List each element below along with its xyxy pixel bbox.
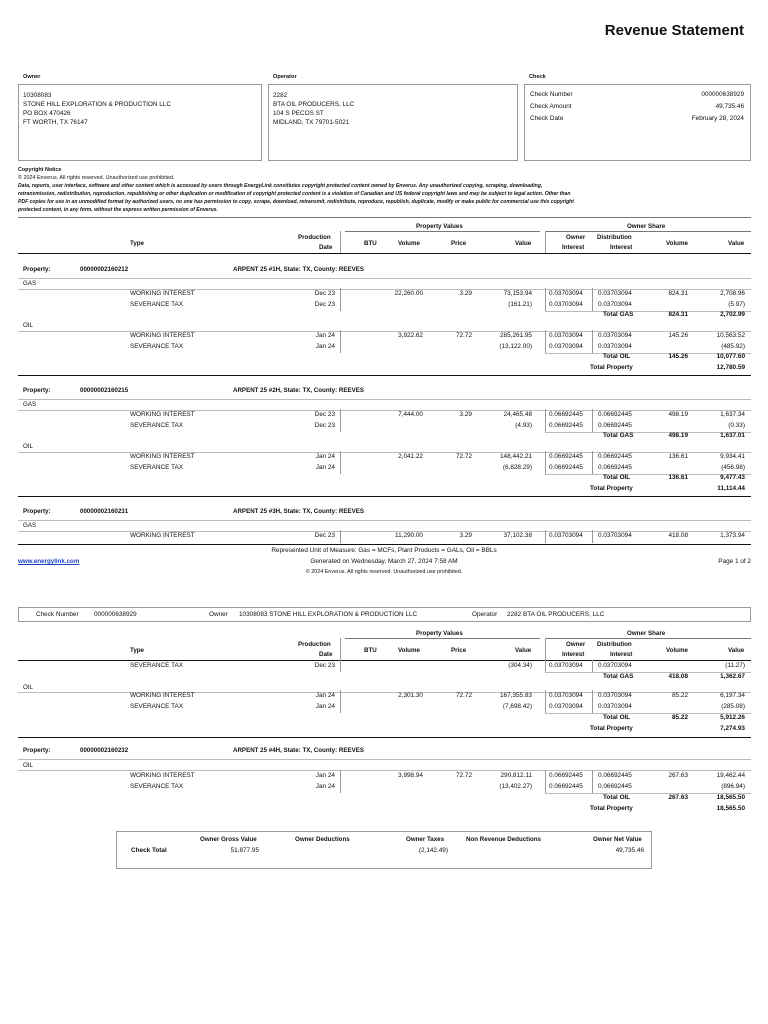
value-cell: 148,442.21	[500, 453, 532, 460]
table-row	[0, 783, 768, 793]
volume-cell: 2,041.22	[398, 453, 423, 460]
type-cell: SEVERANCE TAX	[130, 343, 184, 350]
os-value-cell: 2,708.96	[720, 290, 745, 297]
ct-h-net: Owner Net Value	[593, 836, 642, 843]
check-number-label: Check Number	[530, 91, 573, 98]
column-divider	[592, 451, 593, 474]
row-rule	[18, 759, 751, 760]
total-value: 11,114.44	[717, 485, 745, 492]
distribution-interest-cell: 0.03703094	[598, 532, 632, 539]
total-value: 7,274.93	[720, 725, 745, 732]
value-cell: 290,812.11	[500, 772, 532, 779]
header-os-value: Value	[728, 240, 745, 247]
type-cell: WORKING INTEREST	[130, 453, 195, 460]
property-id: 00000002160212	[80, 266, 129, 273]
volume-cell: 2,301.30	[398, 692, 423, 699]
check-date-label: Check Date	[530, 115, 564, 122]
date-cell: Dec 23	[314, 422, 335, 429]
value-cell: 285,261.95	[500, 332, 532, 339]
value-cell: (161.21)	[508, 301, 532, 308]
property-id: 00000002160232	[80, 747, 129, 754]
owner-interest-cell: 0.03703094	[549, 290, 583, 297]
column-divider	[340, 330, 341, 353]
property-label: Property:	[23, 508, 51, 515]
copyright-text: protected content, in any form, without the express written permission of Enverus.	[18, 207, 218, 213]
product-label: OIL	[23, 443, 33, 450]
distribution-interest-cell: 0.03703094	[598, 703, 632, 710]
column-divider	[340, 530, 341, 543]
type-cell: SEVERANCE TAX	[130, 783, 184, 790]
os-value-cell: 19,462.44	[716, 772, 745, 779]
price-cell: 72.72	[456, 332, 472, 339]
date-cell: Jan 24	[315, 692, 335, 699]
ct-h-taxes: Owner Taxes	[406, 836, 445, 843]
owner-box	[18, 84, 262, 161]
header-price: Price	[451, 240, 467, 247]
price-cell: 3.29	[459, 411, 472, 418]
volume-cell: 11,290.00	[395, 532, 423, 539]
table-row	[0, 692, 768, 702]
table-row	[0, 301, 768, 311]
owner-interest-cell: 0.06692445	[549, 772, 583, 779]
volume-cell: 3,998.94	[398, 772, 423, 779]
value-cell: 24,465.48	[503, 411, 532, 418]
os-volume-cell: 145.26	[668, 332, 688, 339]
header-interest2: Interest	[610, 651, 633, 658]
row-rule	[18, 544, 751, 545]
type-cell: SEVERANCE TAX	[130, 301, 184, 308]
generated-on: Generated on Wednesday, March 27, 2024 7:58 AM	[310, 558, 458, 565]
check-box	[524, 84, 751, 161]
owner-line: 10308083	[23, 92, 52, 99]
group-total-row	[0, 794, 768, 804]
table-row	[0, 703, 768, 713]
column-divider	[340, 409, 341, 432]
os-value-cell: (896.94)	[721, 783, 745, 790]
group-total-row	[0, 353, 768, 363]
header-distribution: Distribution	[597, 234, 632, 241]
property-desc: ARPENT 25 #1H, State: TX, County: REEVES	[233, 266, 364, 273]
header-type: Type	[130, 647, 144, 654]
p2-check-label: Check Number	[36, 611, 79, 618]
total-value: 9,477.43	[720, 474, 745, 481]
owner-interest-cell: 0.03703094	[549, 532, 583, 539]
total-label: Total GAS	[603, 432, 634, 439]
type-cell: WORKING INTEREST	[130, 332, 195, 339]
ct-label: Check Total	[131, 847, 167, 854]
column-divider	[592, 530, 593, 543]
p2-operator-label: Operator	[472, 611, 498, 618]
value-cell: 73,153.94	[503, 290, 532, 297]
total-label: Total GAS	[603, 673, 634, 680]
distribution-interest-cell: 0.06692445	[598, 783, 632, 790]
volume-cell: 22,260.00	[394, 290, 423, 297]
table-row	[0, 772, 768, 782]
header-btu: BTU	[364, 647, 377, 654]
header-property-values: Property Values	[416, 630, 463, 637]
type-cell: WORKING INTEREST	[130, 290, 195, 297]
column-divider	[592, 288, 593, 311]
value-cell: (304.34)	[508, 662, 532, 669]
type-cell: SEVERANCE TAX	[130, 703, 184, 710]
distribution-interest-cell: 0.06692445	[598, 453, 632, 460]
owner-interest-cell: 0.06692445	[549, 422, 583, 429]
row-rule	[18, 496, 751, 497]
price-cell: 3.29	[459, 290, 472, 297]
table-row	[0, 332, 768, 342]
column-divider	[340, 288, 341, 311]
p2-check-value: 000000638929	[94, 611, 137, 618]
column-divider	[340, 770, 341, 793]
date-cell: Jan 24	[315, 453, 335, 460]
property-id: 00000002160231	[80, 508, 129, 515]
property-total-row	[0, 364, 768, 374]
property-desc: ARPENT 25 #2H, State: TX, County: REEVES	[233, 387, 364, 394]
table-row	[0, 411, 768, 421]
price-cell: 72.72	[456, 772, 472, 779]
group-total-row	[0, 714, 768, 724]
ct-h-gross: Owner Gross Value	[200, 836, 257, 843]
property-label: Property:	[23, 747, 51, 754]
column-divider	[340, 690, 341, 713]
operator-label: Operator	[273, 74, 297, 80]
date-cell: Dec 23	[314, 662, 335, 669]
column-divider	[592, 409, 593, 432]
table-row	[0, 464, 768, 474]
os-value-cell: 10,563.52	[716, 332, 745, 339]
header-production: Production	[298, 234, 331, 241]
table-row	[0, 343, 768, 353]
copyright-text: Data, reports, user interface, software and other content which is accessed by users through EnergyLink constitutes copyright protected content owned by Enverus. Any unauthorized copying, scraping, downloading,	[18, 183, 543, 189]
type-cell: WORKING INTEREST	[130, 532, 195, 539]
os-volume-cell: 418.08	[668, 532, 688, 539]
os-value-cell: 9,934.41	[720, 453, 745, 460]
owner-interest-cell: 0.06692445	[549, 411, 583, 418]
distribution-interest-cell: 0.03703094	[598, 343, 632, 350]
date-cell: Dec 23	[314, 301, 335, 308]
header-volume: Volume	[398, 240, 420, 247]
footer-copyright: © 2024 Enverus. All rights reserved. Unauthorized use prohibited.	[305, 569, 463, 575]
type-cell: WORKING INTEREST	[130, 772, 195, 779]
page-number: Page 1 of 2	[718, 558, 751, 565]
header-owner-share: Owner Share	[627, 630, 666, 637]
header-owner: Owner	[566, 234, 586, 241]
header-interest: Interest	[562, 651, 585, 658]
total-value: 1,362.67	[720, 673, 745, 680]
os-value-cell: (456.98)	[721, 464, 745, 471]
os-volume-cell: 136.61	[668, 453, 688, 460]
type-cell: SEVERANCE TAX	[130, 464, 184, 471]
total-value: 5,912.26	[720, 714, 745, 721]
total-label: Total OIL	[603, 474, 631, 481]
header-interest2: Interest	[610, 244, 633, 251]
total-label: Total GAS	[603, 311, 634, 318]
column-divider	[340, 451, 341, 474]
header-owner: Owner	[566, 641, 586, 648]
value-cell: (13,122.00)	[499, 343, 532, 350]
os-value-cell: (285.08)	[721, 703, 745, 710]
table-row	[0, 453, 768, 463]
value-cell: (4.93)	[515, 422, 532, 429]
column-divider	[545, 660, 546, 672]
os-value-cell: (0.33)	[728, 422, 745, 429]
owner-interest-cell: 0.06692445	[549, 783, 583, 790]
distribution-interest-cell: 0.06692445	[598, 411, 632, 418]
copyright-heading: Copyright Notice	[18, 167, 62, 173]
property-id: 00000002160215	[80, 387, 129, 394]
value-cell: 37,102.38	[503, 532, 532, 539]
total-value: 10,077.60	[716, 353, 745, 360]
row-rule	[18, 770, 751, 771]
distribution-interest-cell: 0.03703094	[598, 332, 632, 339]
header-value: Value	[515, 647, 532, 654]
distribution-interest-cell: 0.03703094	[598, 290, 632, 297]
total-label: Total OIL	[603, 353, 631, 360]
distribution-interest-cell: 0.06692445	[598, 422, 632, 429]
ct-h-deductions: Owner Deductions	[295, 836, 350, 843]
table-row	[0, 290, 768, 300]
row-rule	[18, 399, 751, 400]
product-label: GAS	[23, 280, 37, 287]
distribution-interest-cell: 0.03703094	[598, 692, 632, 699]
ct-gross: 51,877.95	[230, 847, 259, 854]
value-cell: (6,828.29)	[502, 464, 532, 471]
owner-line: PO BOX 470426	[23, 110, 71, 117]
date-cell: Dec 23	[314, 411, 335, 418]
product-label: OIL	[23, 762, 33, 769]
os-value-cell: (5.97)	[728, 301, 745, 308]
p2-operator-value: 2282 BTA OIL PRODUCERS, LLC	[507, 611, 605, 618]
date-cell: Dec 23	[314, 290, 335, 297]
os-value-cell: 1,373.94	[720, 532, 745, 539]
type-cell: WORKING INTEREST	[130, 692, 195, 699]
total-volume: 136.61	[668, 474, 688, 481]
total-label: Total Property	[590, 805, 633, 812]
date-cell: Jan 24	[315, 703, 335, 710]
owner-interest-cell: 0.06692445	[549, 453, 583, 460]
total-value: 12,780.59	[716, 364, 745, 371]
operator-line: 104 S PECOS ST	[273, 110, 324, 117]
property-desc: ARPENT 25 #3H, State: TX, County: REEVES	[233, 508, 364, 515]
header-price: Price	[451, 647, 467, 654]
total-value: 18,565.50	[716, 794, 745, 801]
os-volume-cell: 267.63	[668, 772, 688, 779]
header-volume: Volume	[398, 647, 420, 654]
header-date: Date	[319, 651, 333, 658]
p2-owner-label: Owner	[209, 611, 228, 618]
operator-line: MIDLAND, TX 79701-5021	[273, 119, 350, 126]
header-value: Value	[515, 240, 532, 247]
copyright-line: © 2024 Enverus. All rights reserved. Unauthorized use prohibited.	[18, 175, 175, 181]
row-rule	[18, 278, 751, 279]
product-label: OIL	[23, 322, 33, 329]
total-volume: 418.08	[668, 673, 688, 680]
total-volume: 145.26	[668, 353, 688, 360]
row-rule	[18, 737, 751, 738]
os-volume-cell: 498.19	[668, 411, 688, 418]
owner-line: STONE HILL EXPLORATION & PRODUCTION LLC	[23, 101, 171, 108]
check-label: Check	[529, 74, 546, 80]
owner-interest-cell: 0.03703094	[549, 662, 583, 669]
os-value-cell: 1,637.34	[720, 411, 745, 418]
table-row	[0, 532, 768, 542]
total-label: Total OIL	[603, 714, 631, 721]
check-total-box	[116, 831, 652, 869]
type-cell: SEVERANCE TAX	[130, 422, 184, 429]
header-date: Date	[319, 244, 333, 251]
row-rule	[18, 520, 751, 521]
group-total-row	[0, 432, 768, 442]
price-cell: 72.72	[456, 692, 472, 699]
header-top-rule	[18, 217, 751, 218]
type-cell: WORKING INTEREST	[130, 411, 195, 418]
header-distribution: Distribution	[597, 641, 632, 648]
owner-label: Owner	[23, 74, 41, 80]
value-cell: 167,355.83	[500, 692, 532, 699]
property-total-row	[0, 805, 768, 815]
type-cell: SEVERANCE TAX	[130, 662, 184, 669]
volume-cell: 7,444.00	[398, 411, 423, 418]
product-label: GAS	[23, 522, 37, 529]
os-value-cell: (485.92)	[721, 343, 745, 350]
header-property-values: Property Values	[416, 223, 463, 230]
ct-h-nonrev: Non Revenue Deductions	[466, 836, 541, 843]
total-label: Total OIL	[603, 794, 631, 801]
column-divider	[545, 409, 546, 432]
total-volume: 85.22	[672, 714, 688, 721]
owner-line: FT WORTH, TX 76147	[23, 119, 88, 126]
column-divider	[340, 660, 341, 672]
distribution-interest-cell: 0.06692445	[598, 464, 632, 471]
group-total-row	[0, 311, 768, 321]
property-label: Property:	[23, 387, 51, 394]
check-date-value: February 28, 2024	[691, 115, 744, 122]
copyright-text: retransmission, redistribution, reproduction, republishing or other duplication or modification of copyright protected content is a violation of Canadian and US federal copyright laws and may be subject to legal action. Other than	[18, 191, 571, 197]
total-label: Total Property	[590, 725, 633, 732]
operator-box	[268, 84, 518, 161]
total-volume: 498.19	[668, 432, 688, 439]
os-volume-cell: 824.31	[668, 290, 688, 297]
check-number-value: 000000638929	[701, 91, 744, 98]
column-divider	[545, 451, 546, 474]
property-total-row	[0, 725, 768, 735]
date-cell: Jan 24	[315, 332, 335, 339]
owner-interest-cell: 0.03703094	[549, 692, 583, 699]
group-total-row	[0, 673, 768, 683]
total-value: 18,565.50	[716, 805, 745, 812]
operator-line: 2282	[273, 92, 288, 99]
column-divider	[545, 288, 546, 311]
total-volume: 824.31	[668, 311, 688, 318]
owner-interest-cell: 0.06692445	[549, 464, 583, 471]
ct-taxes: (2,142.49)	[418, 847, 448, 854]
header-interest: Interest	[562, 244, 585, 251]
product-label: OIL	[23, 684, 33, 691]
owner-interest-cell: 0.03703094	[549, 301, 583, 308]
product-label: GAS	[23, 401, 37, 408]
header-os-volume: Volume	[666, 240, 688, 247]
os-volume-cell: 85.22	[672, 692, 688, 699]
distribution-interest-cell: 0.03703094	[598, 662, 632, 669]
header-production: Production	[298, 641, 331, 648]
energylink-link[interactable]: www.energylink.com	[18, 558, 80, 565]
total-volume: 267.63	[668, 794, 688, 801]
os-value-cell: (11.27)	[725, 662, 745, 669]
page-title: Revenue Statement	[604, 22, 744, 39]
distribution-interest-cell: 0.06692445	[598, 772, 632, 779]
property-label: Property:	[23, 266, 51, 273]
value-cell: (7,698.42)	[502, 703, 532, 710]
column-divider	[592, 660, 593, 672]
date-cell: Jan 24	[315, 464, 335, 471]
p2-owner-value: 10308083 STONE HILL EXPLORATION & PRODUCTION LLC	[239, 611, 418, 618]
header-os-value: Value	[728, 647, 745, 654]
column-divider	[545, 530, 546, 543]
total-label: Total Property	[590, 364, 633, 371]
os-value-cell: 6,197.34	[720, 692, 745, 699]
group-total-row	[0, 474, 768, 484]
header-bottom-rule	[18, 253, 751, 254]
total-value: 1,637.01	[720, 432, 745, 439]
total-label: Total Property	[590, 485, 633, 492]
operator-line: BTA OIL PRODUCERS, LLC	[273, 101, 355, 108]
date-cell: Jan 24	[315, 772, 335, 779]
owner-interest-cell: 0.03703094	[549, 332, 583, 339]
distribution-interest-cell: 0.03703094	[598, 301, 632, 308]
value-cell: (13,402.27)	[499, 783, 532, 790]
price-cell: 3.29	[459, 532, 472, 539]
row-rule	[18, 375, 751, 376]
table-row	[0, 422, 768, 432]
header-owner-share: Owner Share	[627, 223, 666, 230]
header-os-volume: Volume	[666, 647, 688, 654]
ct-net: 49,735.46	[615, 847, 644, 854]
column-divider	[592, 330, 593, 353]
column-divider	[545, 690, 546, 713]
date-cell: Dec 23	[314, 532, 335, 539]
check-amount-value: 49,735.46	[715, 103, 744, 110]
total-value: 2,702.99	[720, 311, 745, 318]
owner-interest-cell: 0.03703094	[549, 343, 583, 350]
volume-cell: 3,922.62	[398, 332, 423, 339]
date-cell: Jan 24	[315, 783, 335, 790]
column-divider	[592, 690, 593, 713]
column-divider	[592, 770, 593, 793]
check-amount-label: Check Amount	[530, 103, 572, 110]
property-total-row	[0, 485, 768, 495]
header-btu: BTU	[364, 240, 377, 247]
property-desc: ARPENT 25 #4H, State: TX, County: REEVES	[233, 747, 364, 754]
table-row	[0, 662, 768, 672]
units-note: Represented Unit of Measure: Gas = MCFs, Plant Products = GALs, Oil = BBLs	[271, 547, 497, 554]
column-divider	[545, 330, 546, 353]
header-type: Type	[130, 240, 144, 247]
price-cell: 72.72	[456, 453, 472, 460]
date-cell: Jan 24	[315, 343, 335, 350]
copyright-text: PDF copies for use in an unmodified format by authorized users, no one has permission to copy, scrape, download, retransmit, redistribute, reproduce, republish, duplicate, modify or make public for commercial use this copyright	[18, 199, 574, 205]
page2-header-strip	[18, 607, 751, 622]
column-divider	[545, 770, 546, 793]
owner-interest-cell: 0.03703094	[549, 703, 583, 710]
